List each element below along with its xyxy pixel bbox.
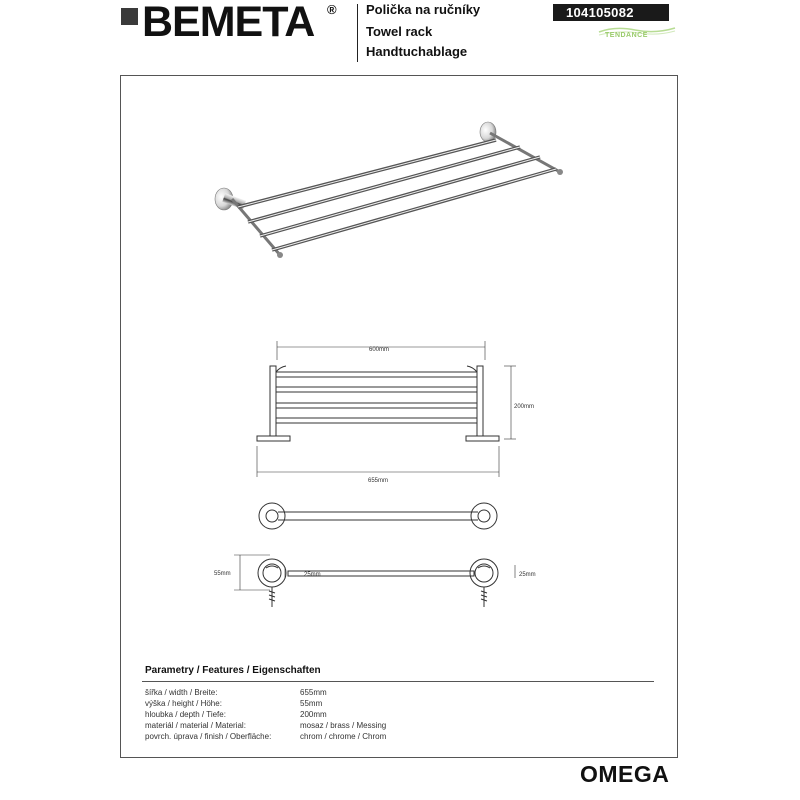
dim-height: 200mm bbox=[514, 404, 535, 410]
title-de: Handtuchablage bbox=[366, 44, 468, 59]
series-name: OMEGA bbox=[580, 761, 670, 787]
param-value-width: 655mm bbox=[300, 688, 327, 697]
param-label-depth: hloubka / depth / Tiefe: bbox=[145, 710, 226, 719]
brand-logo: BEMETA bbox=[142, 0, 315, 46]
param-value-depth: 200mm bbox=[300, 710, 327, 719]
front-elevation bbox=[257, 341, 516, 477]
param-value-finish: chrom / chrome / Chrom bbox=[300, 732, 387, 741]
dim-rosette-right: 25mm bbox=[519, 572, 536, 578]
registered-mark: ® bbox=[327, 2, 337, 17]
param-value-material: mosaz / brass / Messing bbox=[300, 721, 387, 730]
side-view bbox=[234, 555, 515, 607]
header-divider bbox=[357, 4, 358, 62]
logo-mark bbox=[121, 8, 138, 25]
dim-rosette-left: 25mm bbox=[304, 572, 321, 578]
dim-depth: 55mm bbox=[214, 571, 231, 577]
title-en: Towel rack bbox=[366, 24, 433, 39]
param-value-height: 55mm bbox=[300, 699, 323, 708]
dim-total-width: 655mm bbox=[368, 478, 389, 484]
param-label-height: výška / height / Höhe: bbox=[145, 699, 222, 708]
parameters-title: Parametry / Features / Eigenschaften bbox=[145, 665, 321, 676]
param-label-finish: povrch. úprava / finish / Oberfläche: bbox=[145, 732, 272, 741]
top-view bbox=[259, 503, 497, 529]
title-cs: Polička na ručníky bbox=[366, 2, 481, 17]
technical-drawing bbox=[120, 75, 678, 758]
param-label-width: šířka / width / Breite: bbox=[145, 688, 218, 697]
watermark-text: TENDANCE bbox=[605, 32, 648, 39]
parameters-divider bbox=[142, 681, 654, 682]
product-code: 104105082 bbox=[553, 4, 669, 21]
product-photo bbox=[215, 122, 563, 258]
param-label-material: materiál / material / Material: bbox=[145, 721, 246, 730]
dim-rack-length: 600mm bbox=[369, 347, 390, 353]
